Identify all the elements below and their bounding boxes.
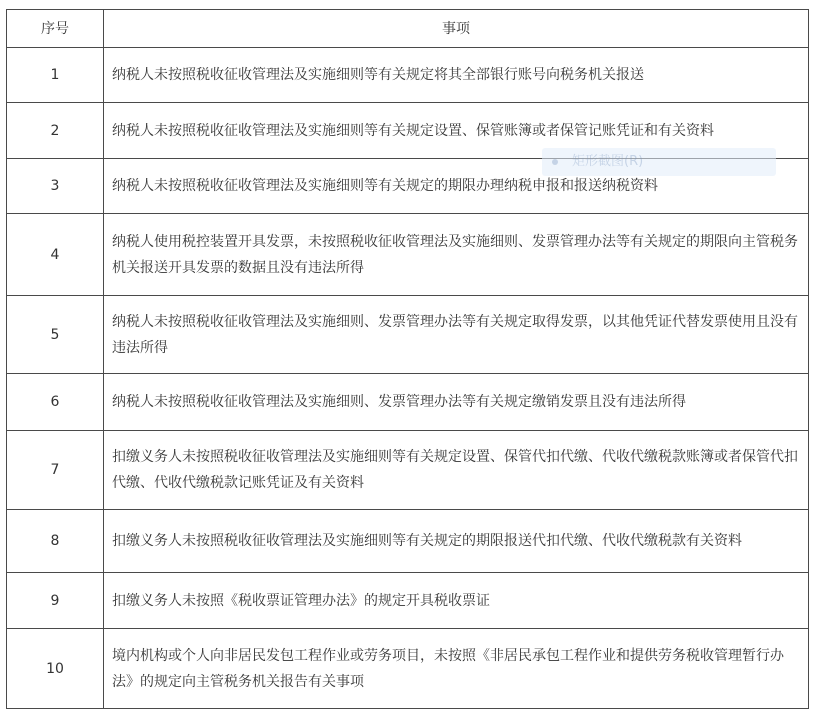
row-matter: 纳税人未按照税收征收管理法及实施细则等有关规定的期限办理纳税申报和报送纳税资料 <box>104 159 809 214</box>
table-row <box>7 374 809 431</box>
row-number: 3 <box>7 159 104 214</box>
table-row <box>7 629 809 709</box>
row-matter: 扣缴义务人未按照《税收票证管理办法》的规定开具税收票证 <box>104 573 809 629</box>
table-row <box>7 510 809 573</box>
table-header-row <box>7 10 809 48</box>
row-number: 7 <box>7 431 104 510</box>
table-row <box>7 159 809 214</box>
row-matter: 纳税人未按照税收征收管理法及实施细则等有关规定将其全部银行账号向税务机关报送 <box>104 48 809 103</box>
row-matter: 纳税人未按照税收征收管理法及实施细则等有关规定设置、保管账簿或者保管记账凭证和有关资料 <box>104 103 809 159</box>
table-row <box>7 214 809 296</box>
row-matter: 纳税人未按照税收征收管理法及实施细则、发票管理办法等有关规定缴销发票且没有违法所得 <box>104 374 809 431</box>
matters-table <box>6 9 809 709</box>
row-number: 8 <box>7 510 104 573</box>
row-matter: 扣缴义务人未按照税收征收管理法及实施细则等有关规定的期限报送代扣代缴、代收代缴税款有关资料 <box>104 510 809 573</box>
table-row <box>7 103 809 159</box>
row-number: 6 <box>7 374 104 431</box>
table-row <box>7 431 809 510</box>
header-serial-number: 序号 <box>7 10 104 48</box>
row-number: 9 <box>7 573 104 629</box>
row-number: 4 <box>7 214 104 296</box>
row-number: 10 <box>7 629 104 709</box>
row-number: 2 <box>7 103 104 159</box>
row-matter: 境内机构或个人向非居民发包工程作业或劳务项目，未按照《非居民承包工程作业和提供劳务税收管理暂行办法》的规定向主管税务机关报告有关事项 <box>104 629 809 709</box>
watermark-text: 矩形截图(R) <box>572 154 644 169</box>
table-row <box>7 48 809 103</box>
row-number: 1 <box>7 48 104 103</box>
row-matter: 纳税人未按照税收征收管理法及实施细则、发票管理办法等有关规定取得发票，以其他凭证代替发票使用且没有违法所得 <box>104 296 809 374</box>
row-matter: 扣缴义务人未按照税收征收管理法及实施细则等有关规定设置、保管代扣代缴、代收代缴税款账簿或者保管代扣代缴、代收代缴税款记账凭证及有关资料 <box>104 431 809 510</box>
header-matter: 事项 <box>104 10 809 48</box>
row-number: 5 <box>7 296 104 374</box>
table-row <box>7 573 809 629</box>
table-row <box>7 296 809 374</box>
row-matter: 纳税人使用税控装置开具发票，未按照税收征收管理法及实施细则、发票管理办法等有关规定的期限向主管税务机关报送开具发票的数据且没有违法所得 <box>104 214 809 296</box>
